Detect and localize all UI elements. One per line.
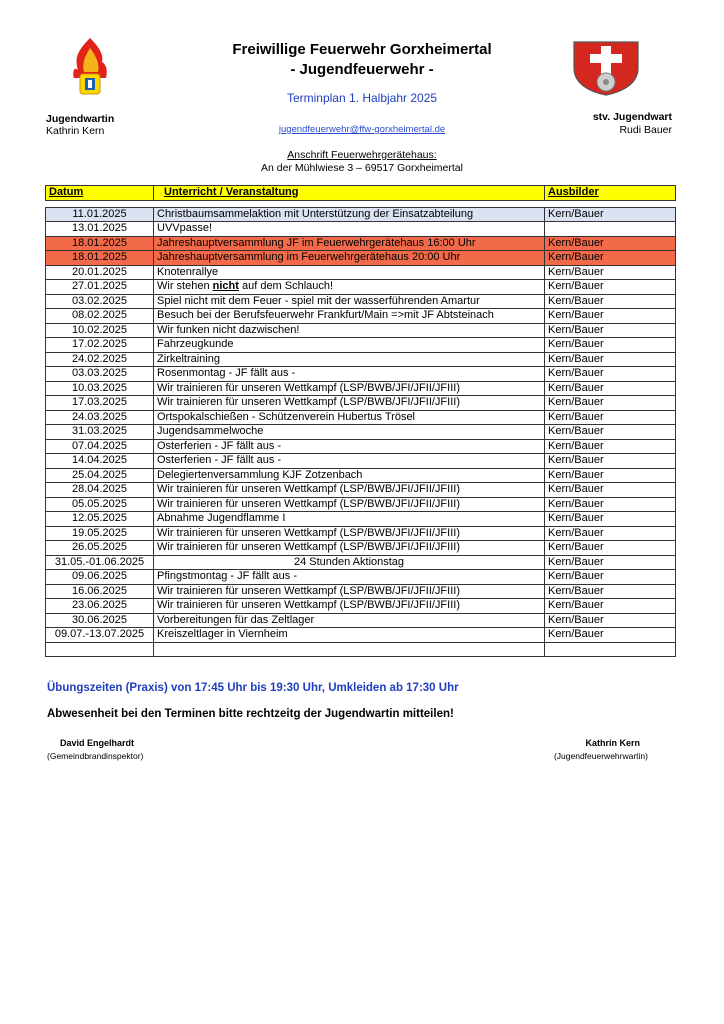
row-trainer (545, 222, 676, 237)
table-row (46, 599, 676, 614)
table-row (46, 555, 676, 570)
row-date: 12.05.2025 (46, 512, 154, 527)
row-trainer: Kern/Bauer (545, 454, 676, 469)
table-header-row (46, 186, 676, 201)
row-trainer: Kern/Bauer (545, 613, 676, 628)
row-event: Fahrzeugkunde (154, 338, 545, 353)
row-date: 03.02.2025 (46, 294, 154, 309)
row-trainer: Kern/Bauer (545, 439, 676, 454)
row-event: Jahreshauptversammlung im Feuerwehrgerätehaus 20:00 Uhr (154, 251, 545, 266)
row-event (154, 642, 545, 657)
row-date: 24.02.2025 (46, 352, 154, 367)
row-trainer: Kern/Bauer (545, 294, 676, 309)
header-event: Unterricht / Veranstaltung (154, 186, 545, 201)
row-date: 11.01.2025 (46, 207, 154, 222)
table-row (46, 207, 676, 222)
table-row (46, 396, 676, 411)
table-row (46, 309, 676, 324)
row-event: Zirkeltraining (154, 352, 545, 367)
row-trainer: Kern/Bauer (545, 497, 676, 512)
row-trainer: Kern/Bauer (545, 599, 676, 614)
schedule-table (45, 185, 676, 657)
table-row (46, 541, 676, 556)
address-label: Anschrift Feuerwehrgerätehaus: (287, 149, 437, 161)
row-trainer: Kern/Bauer (545, 584, 676, 599)
row-trainer: Kern/Bauer (545, 280, 676, 295)
row-date: 10.03.2025 (46, 381, 154, 396)
row-date: 23.06.2025 (46, 599, 154, 614)
row-date: 09.07.-13.07.2025 (46, 628, 154, 643)
youth-warden-role: Jugendwartin (46, 113, 115, 125)
row-date: 16.06.2025 (46, 584, 154, 599)
row-event-text: Wir stehen (157, 280, 213, 292)
deputy-warden-role: stv. Jugendwart (592, 111, 672, 123)
row-trainer: Kern/Bauer (545, 555, 676, 570)
row-trainer: Kern/Bauer (545, 265, 676, 280)
row-date: 19.05.2025 (46, 526, 154, 541)
row-date: 26.05.2025 (46, 541, 154, 556)
row-trainer: Kern/Bauer (545, 483, 676, 498)
row-trainer: Kern/Bauer (545, 381, 676, 396)
row-date: 25.04.2025 (46, 468, 154, 483)
row-event: Delegiertenversammlung KJF Zotzenbach (154, 468, 545, 483)
row-trainer: Kern/Bauer (545, 526, 676, 541)
row-date: 05.05.2025 (46, 497, 154, 512)
table-row (46, 323, 676, 338)
row-event: Wir trainieren für unseren Wettkampf (LSP/BWB/JFI/JFII/JFIII) (154, 599, 545, 614)
row-trainer: Kern/Bauer (545, 352, 676, 367)
header-trainer: Ausbilder (545, 186, 676, 201)
row-date: 08.02.2025 (46, 309, 154, 324)
header-date: Datum (46, 186, 154, 201)
row-event: Spiel nicht mit dem Feuer - spiel mit der wasserführenden Amartur (154, 294, 545, 309)
row-event: Wir trainieren für unseren Wettkampf (LSP/BWB/JFI/JFII/JFIII) (154, 584, 545, 599)
table-row (46, 483, 676, 498)
row-event: Pfingstmontag - JF fällt aus - (154, 570, 545, 585)
row-date: 31.03.2025 (46, 425, 154, 440)
row-event: Kreiszeltlager in Viernheim (154, 628, 545, 643)
signature-right-name: Kathrin Kern (585, 738, 640, 748)
table-row (46, 468, 676, 483)
signature-right-role: (Jugendfeuerwehrwartin) (553, 751, 648, 761)
row-event: Wir funken nicht dazwischen! (154, 323, 545, 338)
table-row (46, 497, 676, 512)
email-link[interactable]: jugendfeuerwehr@ffw-gorxheimertal.de (278, 124, 446, 135)
row-event: 24 Stunden Aktionstag (154, 555, 545, 570)
row-date: 17.03.2025 (46, 396, 154, 411)
row-trainer (545, 642, 676, 657)
row-date: 17.02.2025 (46, 338, 154, 353)
row-trainer: Kern/Bauer (545, 207, 676, 222)
row-trainer: Kern/Bauer (545, 541, 676, 556)
row-trainer: Kern/Bauer (545, 410, 676, 425)
table-row (46, 381, 676, 396)
row-trainer: Kern/Bauer (545, 367, 676, 382)
row-trainer: Kern/Bauer (545, 309, 676, 324)
document-title: Freiwillige Feuerwehr Gorxheimertal (232, 41, 492, 58)
row-event: Wir trainieren für unseren Wettkampf (LSP/BWB/JFI/JFII/JFIII) (154, 541, 545, 556)
row-event: UVVpasse! (154, 222, 545, 237)
table-row (46, 410, 676, 425)
deputy-warden-name: Rudi Bauer (619, 124, 672, 136)
document-subtitle-unit: - Jugendfeuerwehr - (290, 61, 434, 78)
row-trainer: Kern/Bauer (545, 512, 676, 527)
row-trainer: Kern/Bauer (545, 468, 676, 483)
row-date: 09.06.2025 (46, 570, 154, 585)
row-event-emphasis: nicht (212, 280, 239, 292)
row-trainer: Kern/Bauer (545, 570, 676, 585)
row-event: Christbaumsammelaktion mit Unterstützung der Einsatzabteilung (154, 207, 545, 222)
row-event: Osterferien - JF fällt aus - (154, 454, 545, 469)
row-event: Besuch bei der Berufsfeuerwehr Frankfurt/Main =>mit JF Abtsteinach (154, 309, 545, 324)
table-row (46, 584, 676, 599)
row-event: Wir trainieren für unseren Wettkampf (LSP/BWB/JFI/JFII/JFIII) (154, 381, 545, 396)
row-date: 31.05.-01.06.2025 (46, 555, 154, 570)
row-date: 28.04.2025 (46, 483, 154, 498)
row-date: 18.01.2025 (46, 251, 154, 266)
table-row (46, 338, 676, 353)
schedule-heading: Terminplan 1. Halbjahr 2025 (286, 91, 438, 105)
row-event: Ortspokalschießen - Schützenverein Hubertus Trösel (154, 410, 545, 425)
row-event: Wir trainieren für unseren Wettkampf (LSP/BWB/JFI/JFII/JFIII) (154, 497, 545, 512)
row-date: 24.03.2025 (46, 410, 154, 425)
table-row (46, 526, 676, 541)
table-row (46, 613, 676, 628)
row-date: 18.01.2025 (46, 236, 154, 251)
table-row (46, 352, 676, 367)
row-event: Abnahme Jugendflamme I (154, 512, 545, 527)
row-date: 27.01.2025 (46, 280, 154, 295)
table-row (46, 425, 676, 440)
youth-warden-name: Kathrin Kern (46, 125, 105, 137)
row-date: 14.04.2025 (46, 454, 154, 469)
row-date: 10.02.2025 (46, 323, 154, 338)
address-value: An der Mühlwiese 3 – 69517 Gorxheimertal (261, 162, 463, 174)
row-event: Wir trainieren für unseren Wettkampf (LSP/BWB/JFI/JFII/JFIII) (154, 396, 545, 411)
practice-times-note: Übungszeiten (Praxis) von 17:45 Uhr bis 19:30 Uhr, Umkleiden ab 17:30 Uhr (47, 682, 459, 694)
row-trainer: Kern/Bauer (545, 323, 676, 338)
table-row (46, 512, 676, 527)
row-date: 20.01.2025 (46, 265, 154, 280)
row-date (46, 642, 154, 657)
row-event: Osterferien - JF fällt aus - (154, 439, 545, 454)
row-trainer: Kern/Bauer (545, 396, 676, 411)
row-trainer: Kern/Bauer (545, 425, 676, 440)
table-row (46, 236, 676, 251)
row-date: 30.06.2025 (46, 613, 154, 628)
table-row (46, 628, 676, 643)
row-trainer: Kern/Bauer (545, 251, 676, 266)
absence-note: Abwesenheit bei den Terminen bitte rechtzeitg der Jugendwartin mitteilen! (47, 708, 454, 720)
row-event: Rosenmontag - JF fällt aus - (154, 367, 545, 382)
signature-left-role: (Gemeindbrandinspektor) (47, 751, 144, 761)
row-date: 03.03.2025 (46, 367, 154, 382)
row-trainer: Kern/Bauer (545, 338, 676, 353)
row-event-text: auf dem Schlauch! (238, 280, 334, 292)
row-event: Wir trainieren für unseren Wettkampf (LSP/BWB/JFI/JFII/JFIII) (154, 526, 545, 541)
table-row (46, 570, 676, 585)
table-row (46, 251, 676, 266)
table-row (46, 367, 676, 382)
table-row (46, 642, 676, 657)
row-date: 07.04.2025 (46, 439, 154, 454)
row-event: Vorbereitungen für das Zeltlager (154, 613, 545, 628)
row-event: Jugendsammelwoche (154, 425, 545, 440)
schedule-rows (46, 207, 676, 657)
row-event (154, 280, 545, 295)
row-event: Knotenrallye (154, 265, 545, 280)
table-row (46, 454, 676, 469)
signature-left-name: David Engelhardt (60, 738, 135, 748)
table-row (46, 280, 676, 295)
row-event: Jahreshauptversammlung JF im Feuerwehrgerätehaus 16:00 Uhr (154, 236, 545, 251)
row-trainer: Kern/Bauer (545, 628, 676, 643)
table-row (46, 265, 676, 280)
table-row (46, 222, 676, 237)
row-date: 13.01.2025 (46, 222, 154, 237)
row-event: Wir trainieren für unseren Wettkampf (LSP/BWB/JFI/JFII/JFIII) (154, 483, 545, 498)
table-row (46, 439, 676, 454)
row-trainer: Kern/Bauer (545, 236, 676, 251)
table-row (46, 294, 676, 309)
